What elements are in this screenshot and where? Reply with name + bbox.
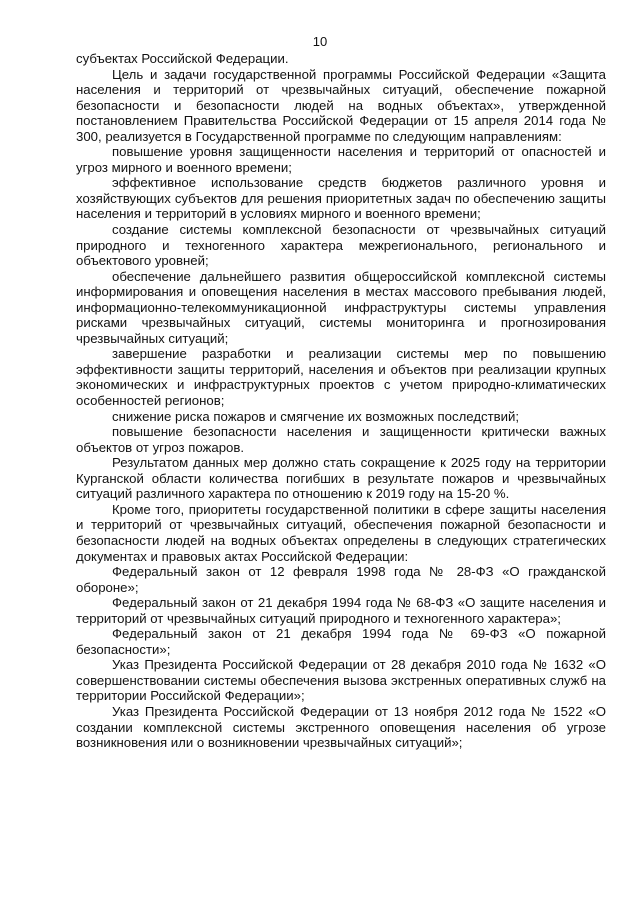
list-item-protection-level: повышение уровня защищенности населения и территорий от опасностей и угроз мирного и военного времени; <box>76 144 606 175</box>
decree-emergency-services: Указ Президента Российской Федерации от 28 декабря 2010 года № 1632 «О совершенствовании системы обеспечения вызова экстренных оперативных служб на территории Российской Федерации»; <box>76 657 606 704</box>
list-item-notification-system: обеспечение дальнейшего развития общероссийской комплексной системы информирования и оповещения населения в местах массового пребывания людей, информационно-телекоммуникационной инфраструктуры системы управления рисками чрезвычайных ситуаций, системы мониторинга и прогнозирования чрезвычайных ситуаций; <box>76 268 606 346</box>
list-item-budget-use: эффективное использование средств бюджетов различного уровня и хозяйствующих субъектов для решения приоритетных задач по обеспечению защиты населения и территорий в условиях мирного и военного времени; <box>76 175 606 222</box>
decree-alert-system: Указ Президента Российской Федерации от 13 ноября 2012 года № 1522 «О создании комплексной системы экстренного оповещения населения об угрозе возникновения или о возникновении чрезвычайных ситуаций»; <box>76 703 606 751</box>
paragraph-policy-priorities: Кроме того, приоритеты государственной политики в сфере защиты населения и территорий от чрезвычайных ситуаций, обеспечения пожарной безопасности и безопасности людей на водных объектах определены в следующих стратегических документах и правовых актах Российской Федерации: <box>76 501 606 564</box>
list-item-fire-risk: снижение риска пожаров и смягчение их возможных последствий; <box>112 408 520 424</box>
paragraph-program-goals: Цель и задачи государственной программы Российской Федерации «Защита населения и территорий от чрезвычайных ситуаций, обеспечение пожарной безопасности и безопасности людей на водных объектах», утвержденной постановлением Правительства Российской Федерации от 15 апреля 2014 года № 300, реализуется в Государственной программе по следующим направлениям: <box>76 66 606 144</box>
page-number: 10 <box>312 34 328 49</box>
document-body <box>76 51 606 751</box>
law-civil-defense: Федеральный закон от 12 февраля 1998 года № 28-ФЗ «О гражданской обороне»; <box>76 564 606 595</box>
paragraph-expected-result: Результатом данных мер должно стать сокращение к 2025 году на территории Курганской области количества погибших в результате пожаров и чрезвычайных ситуаций различного характера по отношению к 2019 году на 15-20 %. <box>76 455 606 502</box>
paragraph-continuation: субъектах Российской Федерации. <box>76 51 289 66</box>
list-item-protection-measures: завершение разработки и реализации системы мер по повышению эффективности защиты территорий, населения и объектов при реализации крупных экономических и инфраструктурных проектов с учетом природно-климатических особенностей регионов; <box>76 346 606 409</box>
list-item-complex-safety-system: создание системы комплексной безопасности от чрезвычайных ситуаций природного и техногенного характера межрегионального, регионального и объектового уровней; <box>76 222 606 269</box>
law-fire-safety: Федеральный закон от 21 декабря 1994 года № 69-ФЗ «О пожарной безопасности»; <box>76 626 606 657</box>
list-item-critical-objects: повышение безопасности населения и защищенности критически важных объектов от угроз пожаров. <box>76 424 606 455</box>
law-emergency-protection: Федеральный закон от 21 декабря 1994 года № 68-ФЗ «О защите населения и территорий от чрезвычайных ситуаций природного и техногенного характера»; <box>76 595 606 626</box>
